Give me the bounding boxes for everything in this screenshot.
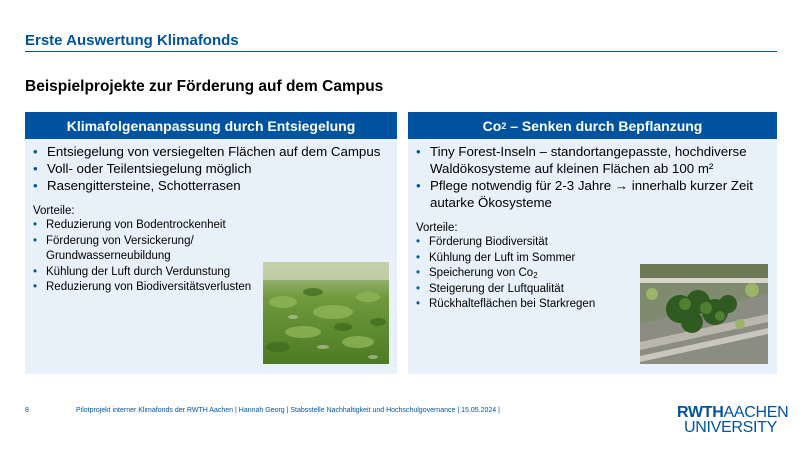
header-divider bbox=[25, 51, 777, 52]
heading-co: Co bbox=[482, 117, 502, 134]
list-item: • Steigerung der Luftqualität bbox=[416, 282, 646, 298]
speicherung-subscript: 2 bbox=[533, 271, 538, 280]
lawn-photo bbox=[263, 262, 389, 364]
list-item: • Kühlung der Luft im Sommer bbox=[416, 251, 646, 267]
list-item: • Förderung Biodiversität bbox=[416, 235, 646, 251]
rwth-logo bbox=[677, 404, 789, 437]
list-item: • Tiny Forest-Inseln – standortangepasste, hochdiverse Waldökosysteme auf kleinen Flächen ab 100 m² bbox=[416, 143, 769, 177]
vorteile-label: Vorteile: bbox=[33, 205, 75, 217]
page-number: 8 bbox=[25, 407, 29, 414]
list-item: • Rasengittersteine, Schotterrasen bbox=[33, 177, 389, 194]
speicherung-text: Speicherung von Co bbox=[429, 267, 534, 279]
list-item: • Reduzierung von Bodentrockenheit bbox=[33, 218, 263, 234]
bepflanzung-panel-heading: Co 2 – Senken durch Bepflanzung bbox=[408, 112, 777, 139]
list-item: • Rückhalteflächen bei Starkregen bbox=[416, 297, 646, 313]
tiny-forest-photo bbox=[640, 264, 768, 364]
list-item: • Pflege notwendig für 2-3 Jahre → innerhalb kurzer Zeit autarke Ökosysteme bbox=[416, 177, 769, 211]
list-item: • Entsiegelung von versiegelten Flächen auf dem Campus bbox=[33, 143, 389, 160]
list-item: • Förderung von Versickerung/ Grundwasserneubildung bbox=[33, 234, 263, 265]
list-item: • Voll- oder Teilentsiegelung möglich bbox=[33, 160, 389, 177]
bepflanzung-bullets bbox=[408, 139, 777, 211]
logo-aachen: AACHEN bbox=[723, 404, 789, 421]
entsiegelung-vorteile bbox=[25, 218, 271, 296]
list-item: • Kühlung der Luft durch Verdunstung bbox=[33, 265, 263, 281]
list-item bbox=[416, 266, 646, 282]
bepflanzung-vorteile bbox=[408, 235, 654, 313]
logo-rwth: RWTH bbox=[677, 404, 724, 421]
list-item: • Reduzierung von Biodiversitätsverlusten bbox=[33, 280, 263, 296]
footer-text: Pilotprojekt interner Klimafonds der RWTH Aachen | Hannah Georg | Stabsstelle Nachhaltigkeit und Hochschulgovernance | 15.05.2024 | bbox=[76, 407, 500, 414]
entsiegelung-bullets bbox=[25, 139, 397, 194]
page-header-title: Erste Auswertung Klimafonds bbox=[25, 32, 239, 49]
logo-university: UNIVERSITY bbox=[683, 419, 777, 436]
vorteile-label: Vorteile: bbox=[416, 222, 458, 234]
slide-subtitle: Beispielprojekte zur Förderung auf dem Campus bbox=[25, 78, 384, 95]
entsiegelung-panel-heading: Klimafolgenanpassung durch Entsiegelung bbox=[25, 112, 397, 139]
heading-rest: – Senken durch Bepflanzung bbox=[506, 117, 703, 134]
